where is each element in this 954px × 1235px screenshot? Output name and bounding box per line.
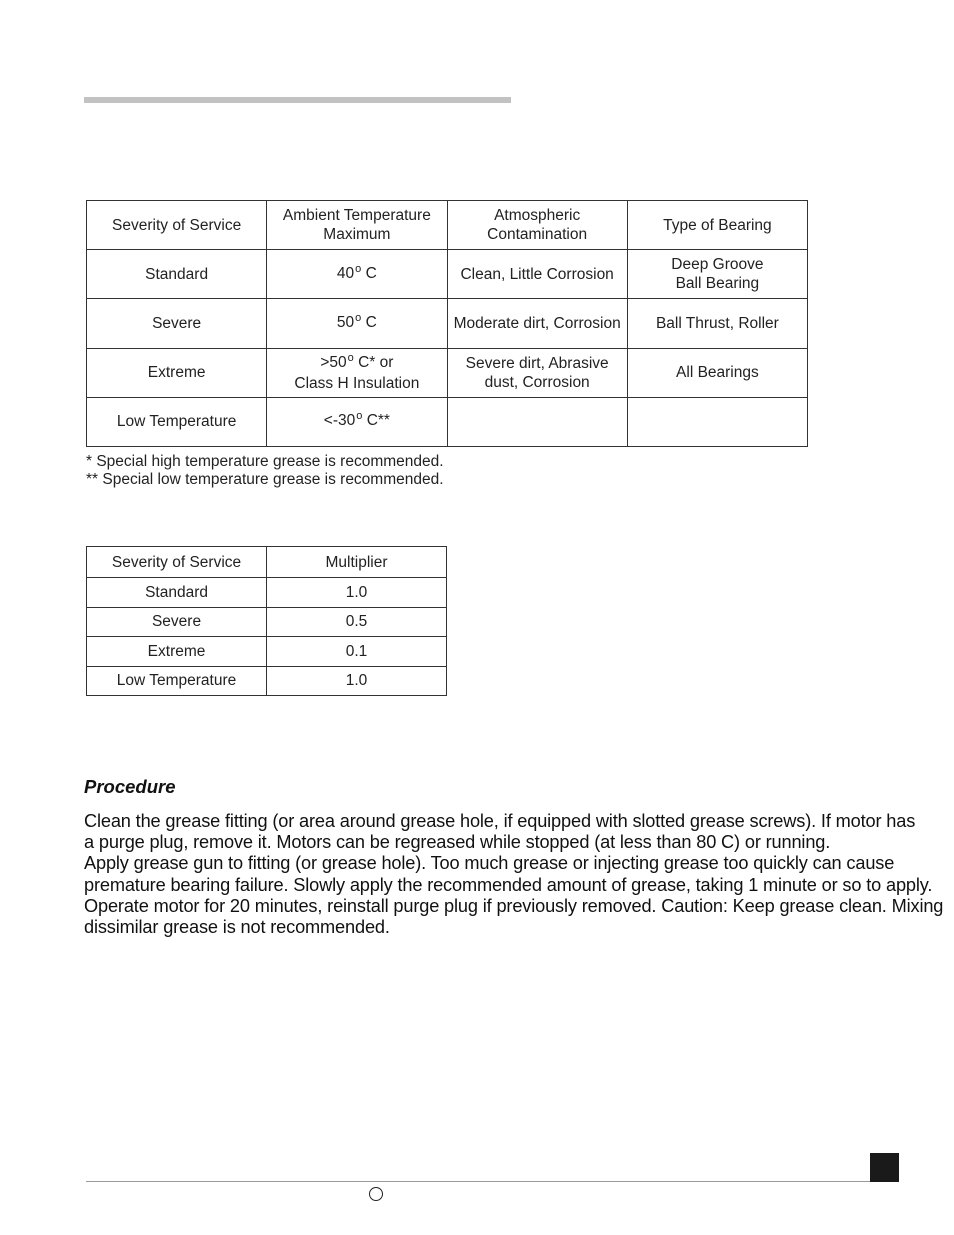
cell-severity: Standard [87,578,267,608]
degree-symbol: o [355,311,362,324]
temp-unit: C* or [358,353,394,371]
cell-multiplier: 0.1 [267,637,447,667]
cell-temperature [267,348,447,397]
table-header-row [87,201,808,250]
service-severity-table [86,200,808,447]
section-header-bar [84,97,511,103]
table-row [87,348,808,397]
degree-symbol: o [355,262,362,275]
procedure-heading: Procedure [84,776,176,797]
degree-symbol: o [356,410,363,423]
table-row [87,397,808,446]
table-row [87,607,447,637]
procedure-line: Apply grease gun to fitting (or grease hole). Too much grease or injecting grease too quickly can cause [84,853,895,873]
cell-contamination: Moderate dirt, Corrosion [447,299,627,348]
table-row [87,666,447,696]
multiplier-table [86,546,447,696]
cell-temperature [267,250,447,299]
table-row [87,578,447,608]
cell-severity: Severe [87,607,267,637]
header-atmospheric-contamination [447,201,627,250]
footer-divider [86,1181,898,1182]
cell-severity: Extreme [87,637,267,667]
cell-multiplier: 1.0 [267,666,447,696]
header-bearing-label: Type of Bearing [663,216,772,234]
cell-multiplier: 0.5 [267,607,447,637]
cell-multiplier: 1.0 [267,578,447,608]
bearing-line-1: Deep Groove [671,256,764,274]
cell-contamination: Clean, Little Corrosion [447,250,627,299]
cell-contamination [447,397,627,446]
procedure-line: Operate motor for 20 minutes, reinstall purge plug if previously removed. Caution: Keep grease clean. Mixing [84,896,944,916]
temp-unit: C [365,264,377,282]
header-bearing-type [627,201,807,250]
cell-severity: Severe [87,299,267,348]
procedure-line: a purge plug, remove it. Motors can be regreased while stopped (at less than 80 C) or running. [84,832,831,852]
cell-severity: Extreme [87,348,267,397]
cell-temperature [267,299,447,348]
header-ambient-temperature [267,201,447,250]
procedure-line: premature bearing failure. Slowly apply the recommended amount of grease, taking 1 minute or so to apply. [84,875,933,895]
table-row [87,250,808,299]
cell-bearing [627,250,807,299]
cell-bearing: Ball Thrust, Roller [627,299,807,348]
copyright-circle-icon [369,1187,383,1201]
header-atmo-label-1: Atmospheric [494,207,581,225]
temp-value: 50 [336,313,355,331]
table-header-row [87,547,447,578]
bearing-line-2: Ball Bearing [675,275,760,293]
cell-contamination [447,348,627,397]
header-multiplier: Multiplier [267,547,447,578]
cell-severity: Standard [87,250,267,299]
procedure-line: dissimilar grease is not recommended. [84,917,390,937]
cell-severity: Low Temperature [87,666,267,696]
footnote-high-temperature: * Special high temperature grease is recommended. [86,453,444,470]
temp-value: >50 [320,353,347,371]
temp-line-2: Class H Insulation [294,374,420,392]
procedure-line: Clean the grease fitting (or area around grease hole, if equipped with slotted grease screws). If motor has [84,811,916,831]
contamination-line-2: dust, Corrosion [484,373,590,391]
temp-value: <-30 [323,412,356,430]
table-row [87,299,808,348]
header-severity: Severity of Service [87,547,267,578]
contamination-line-1: Severe dirt, Abrasive [465,354,609,372]
page-number-marker [870,1153,899,1182]
header-severity [87,201,267,250]
cell-severity: Low Temperature [87,397,267,446]
header-ambient-label-2: Maximum [323,226,391,244]
cell-temperature [267,397,447,446]
table-row [87,637,447,667]
cell-bearing: All Bearings [627,348,807,397]
temp-value: 40 [336,264,355,282]
temp-unit: C [365,313,377,331]
header-severity-label: Severity of Service [112,216,242,234]
cell-bearing [627,397,807,446]
footnote-low-temperature: ** Special low temperature grease is recommended. [86,471,444,488]
header-ambient-label-1: Ambient Temperature [282,207,431,225]
temp-unit: C** [366,412,390,430]
degree-symbol: o [347,351,354,364]
header-atmo-label-2: Contamination [487,226,588,244]
